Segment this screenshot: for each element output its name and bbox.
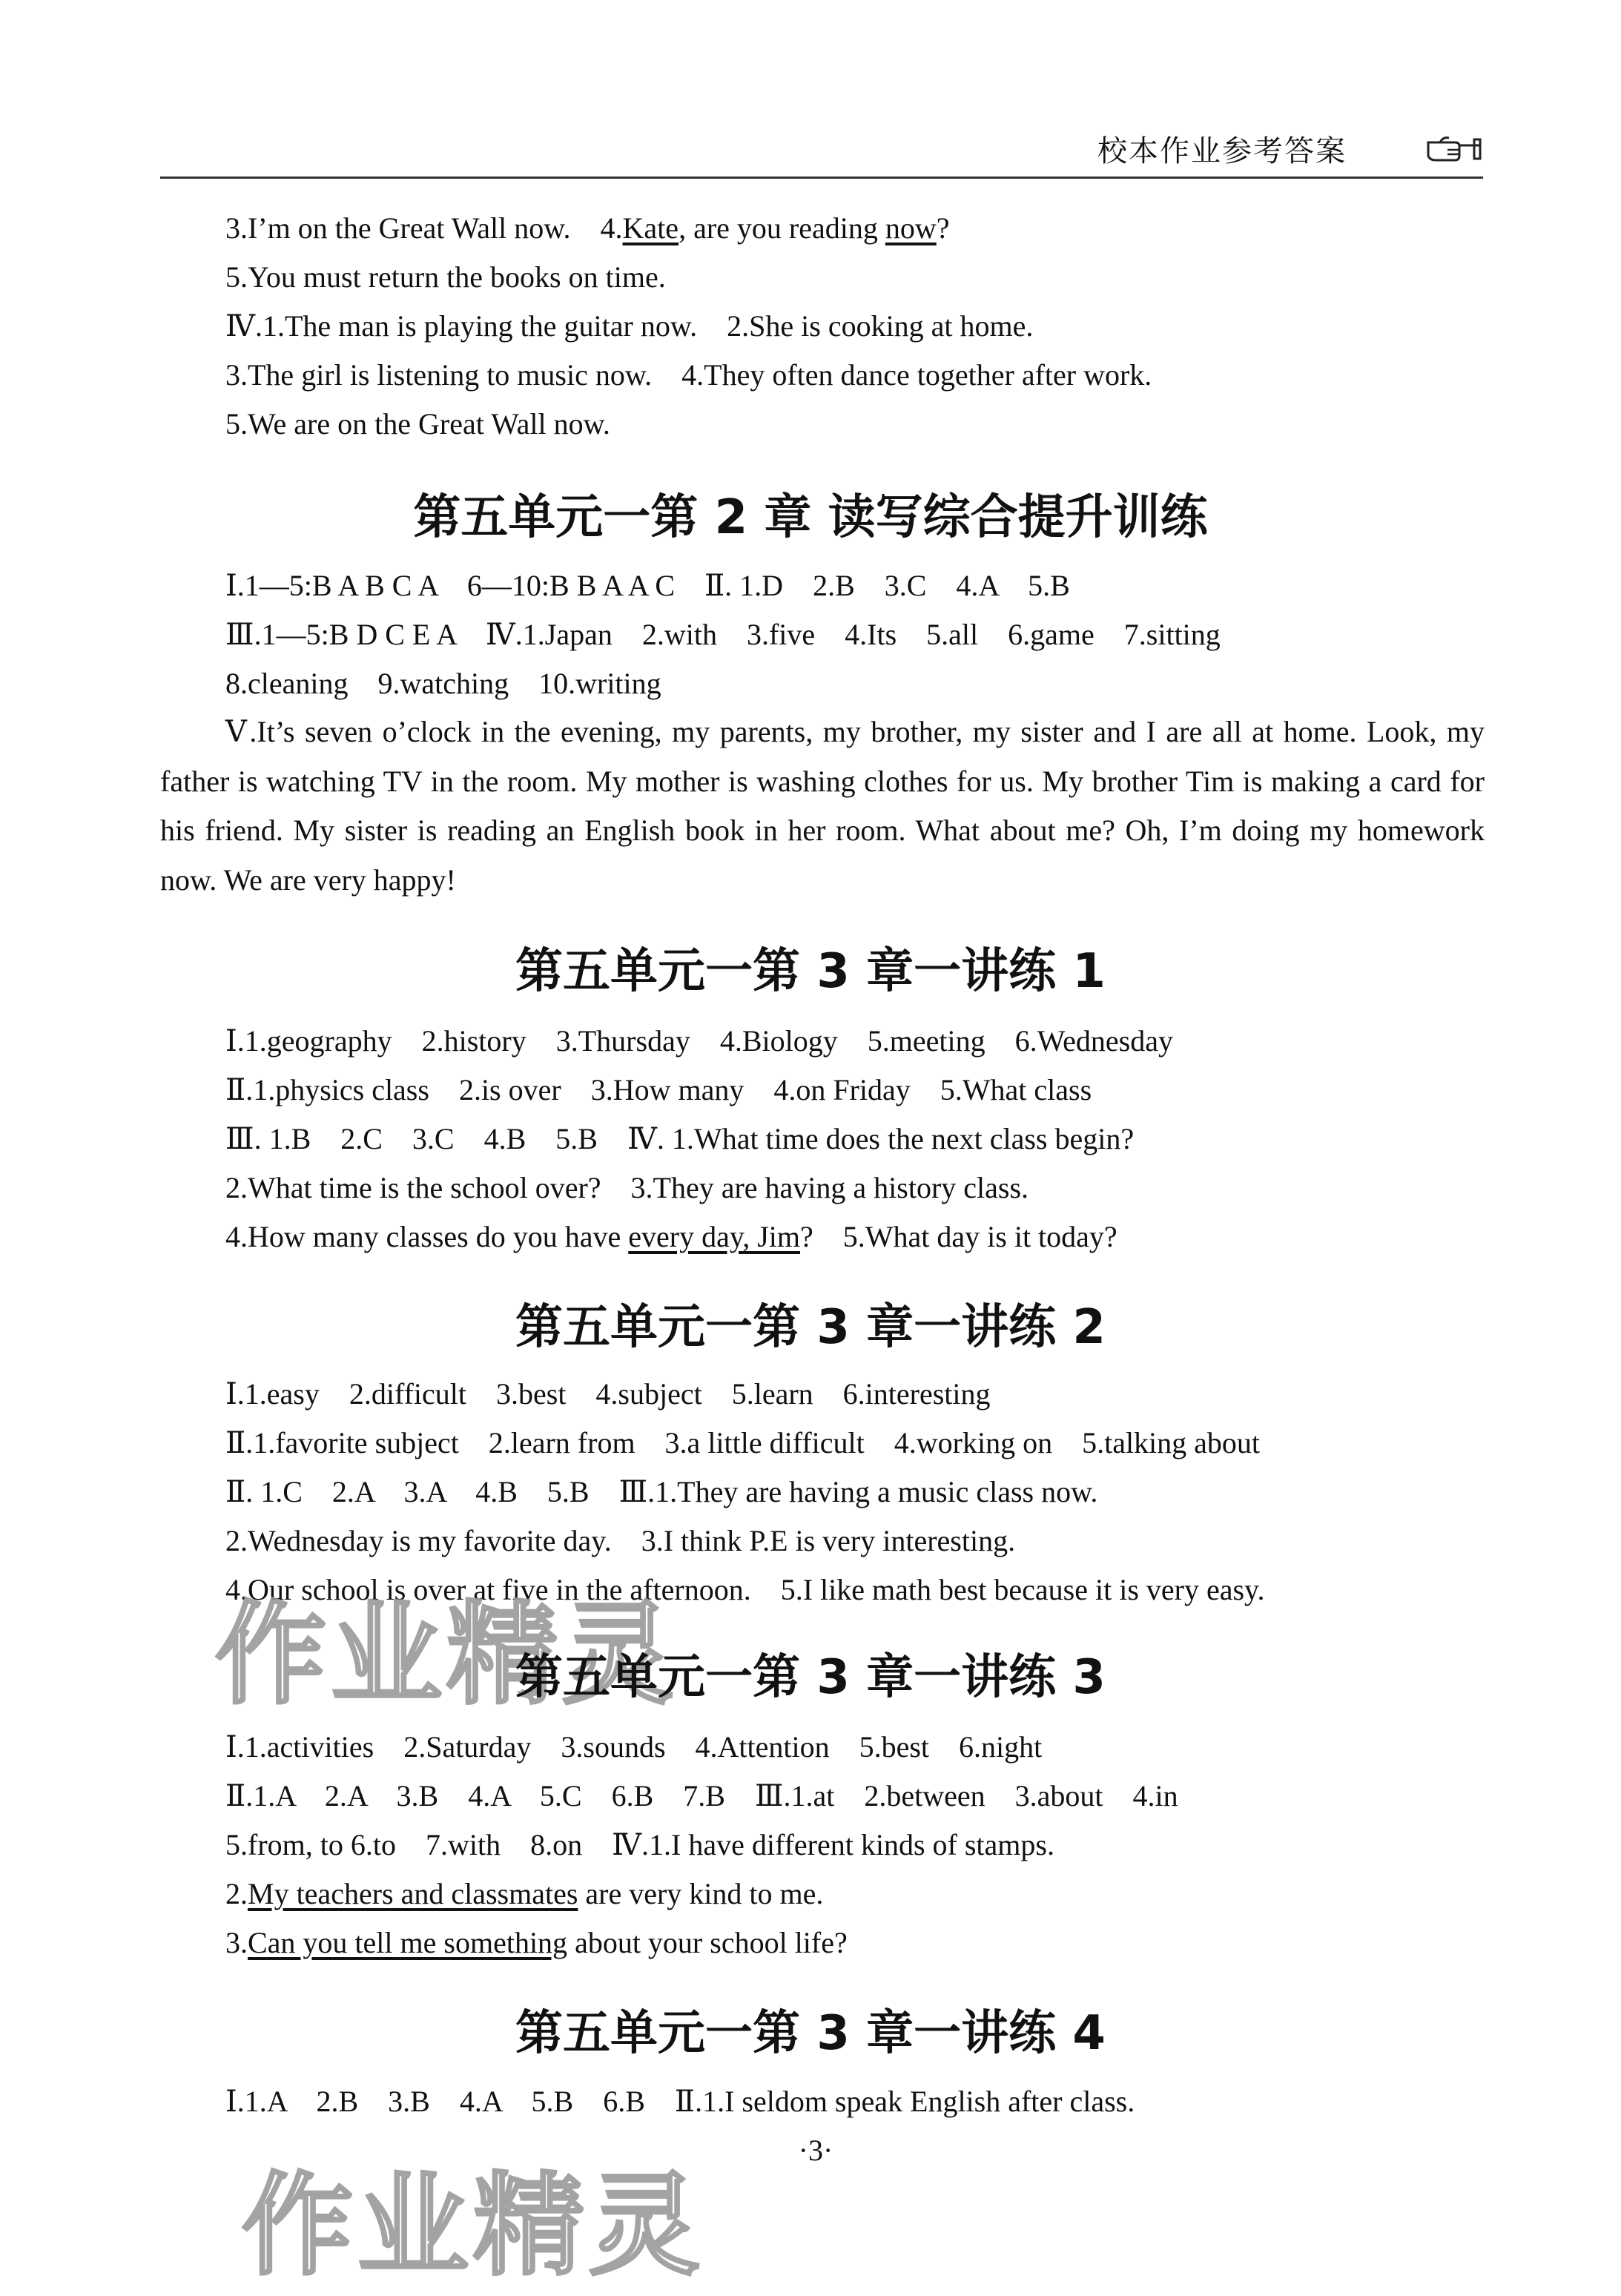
answer-line: Ⅰ.1—5:B A B C A 6—10:B B A A C Ⅱ. 1.D 2.B 3.C 4.A 5.B [225, 569, 1070, 602]
answer-text: , are you reading [679, 211, 885, 245]
section-heading: 第五单元一第 3 章一讲练 2 [515, 1300, 1106, 1355]
answer-line: Ⅱ.1.favorite subject 2.learn from 3.a little difficult 4.working on 5.talking about [225, 1426, 1261, 1459]
answer-line: 2.Wednesday is my favorite day. 3.I think P.E is very interesting. [225, 1524, 1016, 1557]
section-heading: 第五单元一第 3 章一讲练 4 [515, 2006, 1106, 2061]
header-divider [160, 177, 1483, 179]
answer-line: Ⅰ.1.geography 2.history 3.Thursday 4.Biology 5.meeting 6.Wednesday [225, 1024, 1173, 1058]
answer-text: are very kind to me. [578, 1877, 824, 1910]
answer-line: Ⅲ.1—5:B D C E A Ⅳ.1.Japan 2.with 3.five 4.Its 5.all 6.game 7.sitting [225, 618, 1221, 651]
answer-line: Ⅰ.1.activities 2.Saturday 3.sounds 4.Attention 5.best 6.night [225, 1730, 1043, 1764]
answer-text: 4.How many classes do you have [225, 1220, 629, 1253]
answer-text: 2. [225, 1877, 248, 1910]
answer-text: ? [936, 211, 950, 245]
underlined-text: Can you tell me something [248, 1926, 568, 1959]
watermark-logo: 作业精灵 [215, 1591, 679, 1720]
answer-line [225, 211, 950, 246]
section-heading: 第五单元一第 3 章一讲练 3 [515, 1650, 1106, 1705]
answer-line: 3.The girl is listening to music now. 4.They often dance together after work. [225, 358, 1152, 392]
answer-line [225, 1925, 848, 1961]
section-heading: 第五单元一第 2 章 读写综合提升训练 [413, 490, 1208, 545]
answer-line: Ⅳ.1.The man is playing the guitar now. 2.She is cooking at home. [225, 309, 1034, 343]
watermark-logo: 作业精灵 [242, 2162, 705, 2291]
header-title: 校本作业参考答案 [1097, 134, 1347, 168]
answer-line [225, 1219, 1117, 1255]
answer-line: 5.We are on the Great Wall now. [225, 407, 610, 441]
answer-text: 3.I’m on the Great Wall now. 4. [225, 211, 623, 245]
answer-text: ? 5.What day is it today? [800, 1220, 1117, 1253]
pointing-hand-icon [1425, 133, 1483, 163]
underlined-text: Kate [622, 211, 679, 245]
answer-line: 5.from, to 6.to 7.with 8.on Ⅳ.1.I have different kinds of stamps. [225, 1828, 1054, 1861]
page-number: ·3· [798, 2134, 833, 2167]
underlined-text: every day, Jim [628, 1220, 801, 1253]
answer-line: Ⅰ.1.easy 2.difficult 3.best 4.subject 5.learn 6.interesting [225, 1377, 991, 1411]
answer-line: Ⅲ. 1.B 2.C 3.C 4.B 5.B Ⅳ. 1.What time does the next class begin? [225, 1122, 1135, 1155]
answer-line: 4.Our school is over at five in the afternoon. 5.I like math best because it is very easy. [225, 1573, 1265, 1606]
underlined-text: now [885, 211, 937, 245]
answer-line: Ⅱ.1.A 2.A 3.B 4.A 5.C 6.B 7.B Ⅲ.1.at 2.between 3.about 4.in [225, 1779, 1178, 1812]
answer-line: Ⅱ.1.physics class 2.is over 3.How many 4.on Friday 5.What class [225, 1073, 1092, 1106]
underlined-text: My teachers and classmates [248, 1877, 578, 1910]
answer-text: about your school life? [567, 1926, 848, 1959]
answer-line: 5.You must return the books on time. [225, 260, 666, 294]
answer-line: 8.cleaning 9.watching 10.writing [225, 667, 661, 700]
answer-line: Ⅰ.1.A 2.B 3.B 4.A 5.B 6.B Ⅱ.1.I seldom speak English after class. [225, 2085, 1135, 2118]
section-heading: 第五单元一第 3 章一讲练 1 [515, 944, 1106, 999]
answer-line: Ⅱ. 1.C 2.A 3.A 4.B 5.B Ⅲ.1.They are having a music class now. [225, 1475, 1098, 1508]
answer-text: 3. [225, 1926, 248, 1959]
answer-line [225, 1876, 823, 1912]
answer-line: 2.What time is the school over? 3.They are having a history class. [225, 1171, 1029, 1204]
answer-paragraph: Ⅴ.It’s seven o’clock in the evening, my parents, my brother, my sister and I are all at home. Look, my father is watching TV in the room. My mother is washing clothes for us. My brother Tim is making a card for his friend. My sister is reading an English book in her room. What about me? Oh, I’m doing my homework now. We are very happy! [160, 715, 1485, 897]
